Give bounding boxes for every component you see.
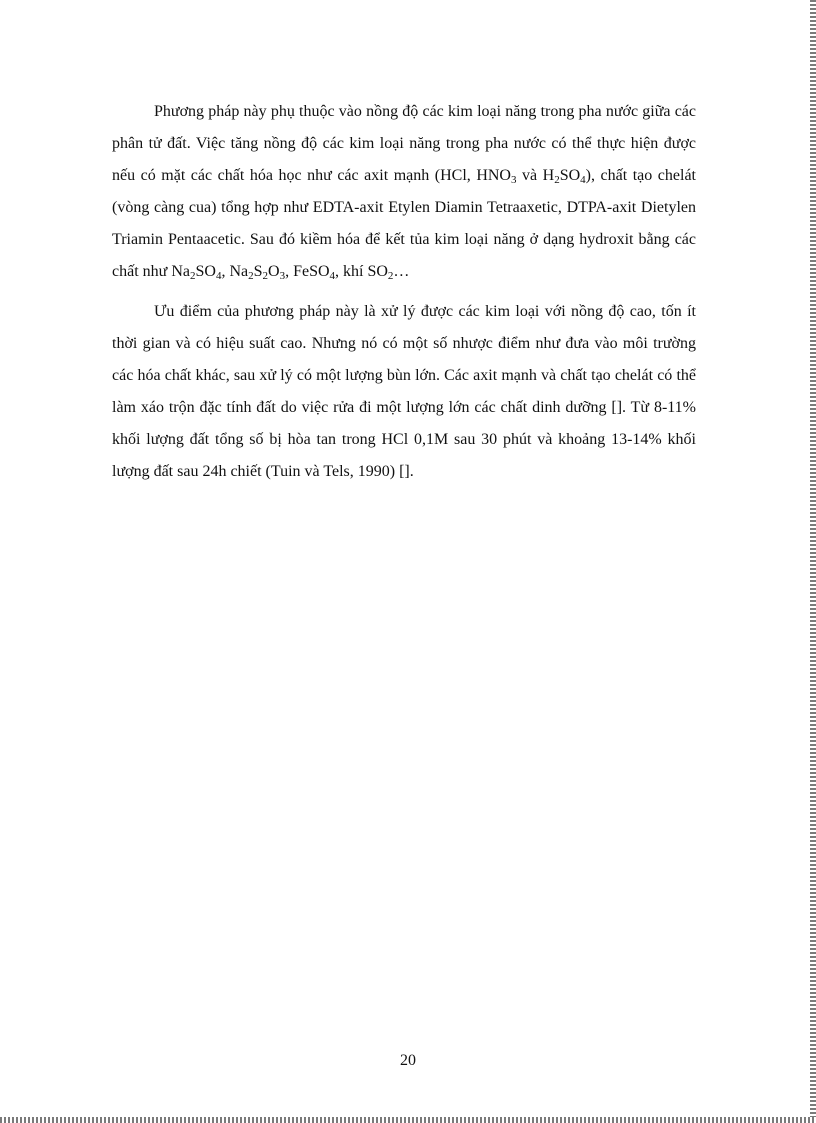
paragraph-1-text-5: SO: [195, 263, 216, 280]
subscript: 3: [279, 270, 286, 282]
paragraph-1-text-11: …: [393, 263, 410, 280]
document-page: [112, 96, 696, 496]
subscript: 2: [554, 174, 560, 186]
subscript: 2: [248, 270, 254, 282]
subscript: 4: [215, 270, 222, 282]
subscript: 2: [387, 270, 394, 282]
paragraph-1-text-2: và H: [516, 167, 555, 184]
paragraph-1-text-7: S: [253, 263, 263, 280]
paragraph-1-text-9: , FeSO: [285, 263, 330, 280]
subscript: 2: [189, 270, 196, 282]
page-border-bottom: [0, 1117, 816, 1123]
subscript: 3: [510, 174, 517, 186]
subscript: 4: [580, 174, 586, 186]
paragraph-1-text-8: O: [268, 263, 280, 280]
paragraph-1: [112, 96, 696, 288]
paragraph-2: Ưu điểm của phương pháp này là xử lý được các kim loại với nồng độ cao, tốn ít thời gian và có hiệu suất cao. Nhưng nó có một số nhược điểm như đưa vào môi trường các hóa chất khác, sau xử lý có một lượng bùn lớn. Các axit mạnh và chất tạo chelát có thể làm xáo trộn đặc tính đất do việc rửa đi một lượng lớn các chất dinh dưỡng []. Từ 8-11% khối lượng đất tổng số bị hòa tan trong HCl 0,1M sau 30 phút và khoảng 13-14% khối lượng đất sau 24h chiết (Tuin và Tels, 1990) [].: [112, 303, 696, 480]
subscript: 2: [262, 270, 268, 282]
paragraph-1-text-3: SO: [559, 167, 581, 184]
page-border-right: [810, 0, 816, 1123]
paragraph-1-text-6: , Na: [221, 263, 249, 280]
paragraph-1-text-1: Phương pháp này phụ thuộc vào nồng độ các kim loại năng trong pha nước giữa các phân tử đất. Việc tăng nồng độ các kim loại năng trong pha nước có thể thực hiện được nếu có mặt các chất hóa học như các axit mạnh (HCl, HNO: [112, 103, 696, 184]
page-number: 20: [400, 1052, 416, 1069]
paragraph-1-text-4: ), chất tạo chelát (vòng càng cua) tổng hợp như EDTA-axit Etylen Diamin Tetraaxetic, DTPA-axit Dietylen Triamin Pentaacetic. Sau đó kiềm hóa để kết tủa kim loại năng ở dạng hydroxit bằng các chất như Na: [112, 167, 697, 280]
paragraph-1-text-10: , khí SO: [335, 263, 388, 280]
subscript: 4: [329, 270, 336, 282]
